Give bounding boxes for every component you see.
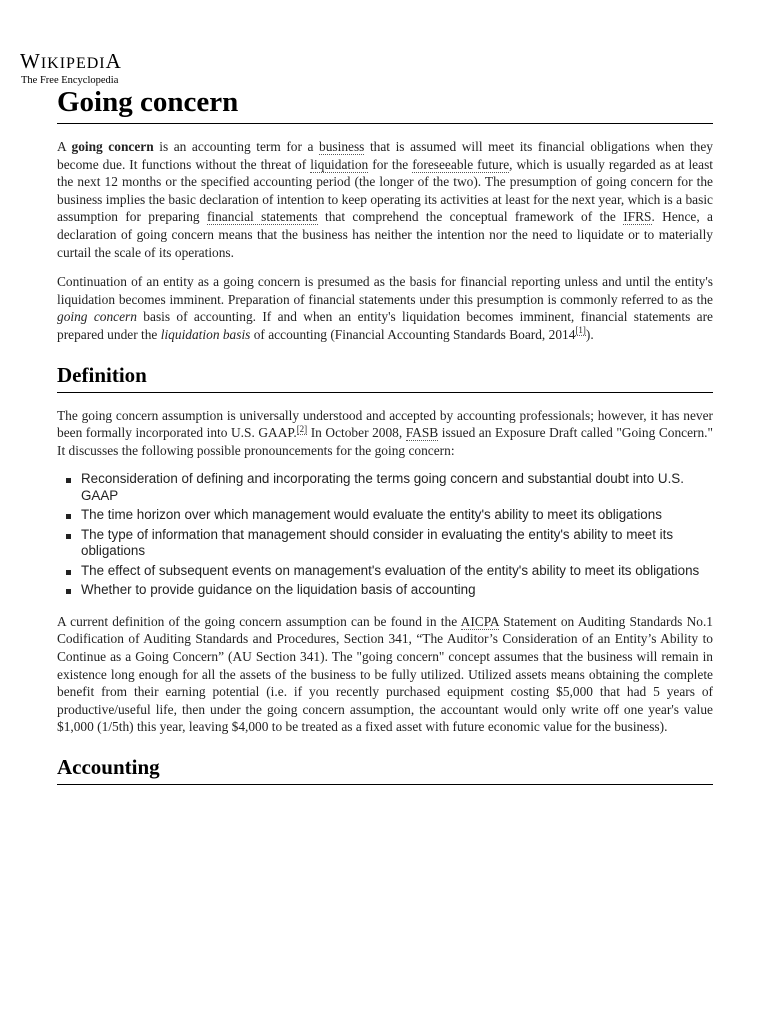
reference-1[interactable]: [1] bbox=[575, 325, 586, 336]
pronouncements-list bbox=[57, 471, 713, 599]
list-item: Reconsideration of defining and incorporating the terms going concern and substantial doubt into U.S. GAAP bbox=[81, 471, 713, 504]
link-financial-statements[interactable]: financial statements bbox=[206, 209, 318, 225]
list-item: Whether to provide guidance on the liquidation basis of accounting bbox=[81, 582, 713, 599]
definition-paragraph-1: The going concern assumption is universally understood and accepted by accounting professionals; however, it has never been formally incorporated into U.S. GAAP.[2] In October 2008, FASB issued an Exposure Draft called "Going Concern." It discusses the following possible pronouncements for the going concern: bbox=[57, 407, 713, 458]
link-foreseeable-future[interactable]: foreseeable future bbox=[412, 156, 510, 172]
list-item: The effect of subsequent events on management's evaluation of the entity's ability to meet its obligations bbox=[81, 563, 713, 580]
reference-2[interactable]: [2] bbox=[296, 423, 308, 434]
link-business[interactable]: business bbox=[319, 139, 365, 154]
intro-paragraph-1: A going concern is an accounting term for a business that is assumed will meet its financial obligations when they become due. It functions without the threat of liquidation for the foreseeable future, which is usually regarded as at least the next 12 months or the specified accounting period (the longer of the two). The presumption of going concern for the business implies the basic declaration of intention to keep operating its activities at least for the next year, which is a basic assumption for preparing financial statements that comprehend the conceptual framework of the IFRS. Hence, a declaration of going concern means that the business has neither the intention nor the need to liquidate or to materially curtail the scale of its operations. bbox=[57, 139, 714, 260]
section-heading-definition: Definition bbox=[57, 362, 713, 393]
link-ifrs[interactable]: IFRS bbox=[623, 209, 652, 225]
page-title: Going concern bbox=[57, 85, 713, 124]
intro-paragraph-2: Continuation of an entity as a going concern is presumed as the basis for financial reporting unless and until the entity's liquidation becomes imminent. Preparation of financial statements under this presumption is commonly referred to as the going concern basis of accounting. If and when an entity's liquidation becomes imminent, financial statements are prepared under the liquidation basis of accounting (Financial Accounting Standards Board, 2014[1]). bbox=[57, 274, 713, 342]
list-item: The type of information that management should consider in evaluating the entity's ability to meet its obligations bbox=[81, 527, 713, 560]
wikipedia-wordmark: WIKIPEDIA bbox=[20, 49, 122, 73]
wikipedia-tagline: The Free Encyclopedia bbox=[21, 75, 119, 86]
definition-paragraph-2: A current definition of the going concern assumption can be found in the AICPA Statement on Auditing Standards No.1 Codification of Auditing Standards and Procedures, Section 341, “The Auditor’s Consideration of an Entity’s Ability to Continue as a Going Concern” (AU Section 341). The "going concern" concept assumes that the business will remain in existence long enough for all the assets of the business to be fully utilized. Utilized assets means obtaining the complete benefit from their earning potential (i.e. if you recently purchased equipment costing $5,000 that had 5 years of productive/useful life, then under the going concern assumption, the accountant would only write off one year's value $1,000 (1/5th) this year, leaving $4,000 to be treated as a fixed asset with future economic value for the business). bbox=[57, 613, 713, 735]
wikipedia-logo[interactable] bbox=[20, 50, 122, 87]
link-fasb[interactable]: FASB bbox=[405, 425, 439, 441]
bold-term: going concern bbox=[71, 139, 154, 154]
list-item: The time horizon over which management would evaluate the entity's ability to meet its obligations bbox=[81, 507, 713, 524]
link-liquidation[interactable]: liquidation bbox=[310, 156, 369, 172]
section-heading-accounting: Accounting bbox=[57, 754, 713, 785]
article-body bbox=[57, 138, 713, 799]
link-aicpa[interactable]: AICPA bbox=[460, 613, 499, 629]
